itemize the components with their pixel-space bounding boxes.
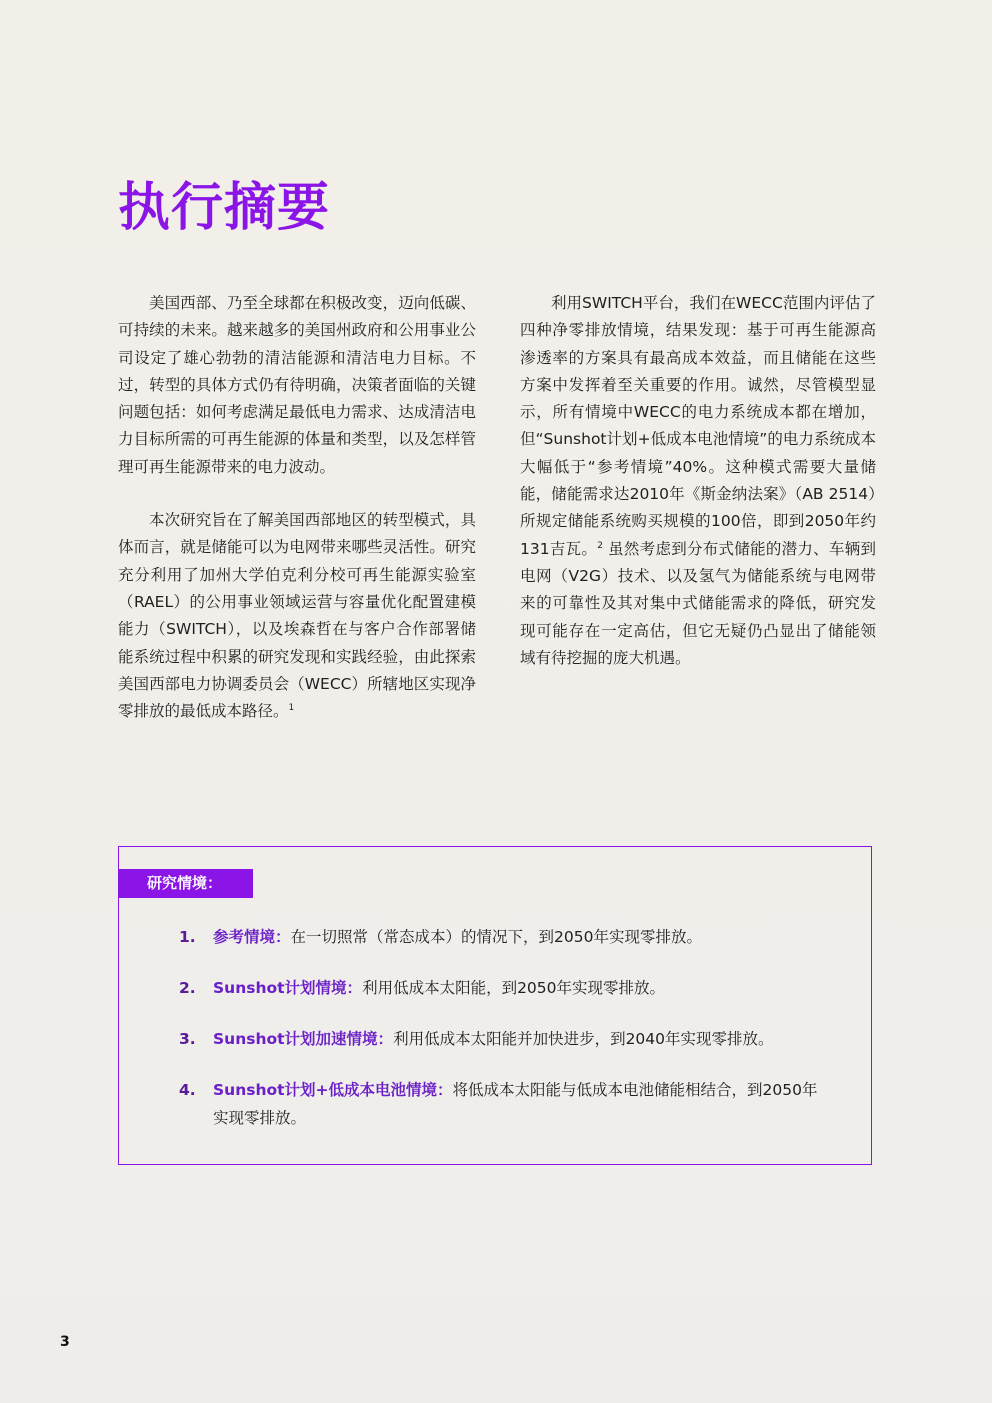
- scenario-item: [179, 1025, 819, 1053]
- left-paragraph-2: [118, 507, 476, 725]
- scenario-text: 利用低成本太阳能并加快进步，到2040年实现零排放。: [393, 1030, 774, 1048]
- left-column: [118, 290, 476, 751]
- scenario-name: Sunshot计划加速情境：: [213, 1030, 394, 1048]
- scenario-name: Sunshot计划情境：: [213, 979, 363, 997]
- scenario-item: [179, 923, 819, 951]
- scenario-item: [179, 1076, 819, 1132]
- scenario-item: [179, 974, 819, 1002]
- scenario-number: 1.: [179, 928, 196, 946]
- scenario-box: [118, 846, 872, 1165]
- scenario-name: Sunshot计划+低成本电池情境：: [213, 1081, 453, 1099]
- right-paragraph-1-text-a: 利用SWITCH平台，我们在WECC范围内评估了四种净零排放情境，结果发现：基于可再生能源高渗透率的方案具有最高成本效益，而且储能在这些方案中发挥着至关重要的作用。诚然，尽管模型显示，所有情境中WECC的电力系统成本都在增加，但“Sunshot计划+低成本电池情境”的电力系统成本大幅低于“参考情境”40%。这种模式需要大量储能，储能需求达2010年《斯金纳法案》（AB 2514）所规定储能系统购买规模的100倍，即到2050年约131吉瓦。: [520, 294, 876, 558]
- scenario-number: 4.: [179, 1081, 196, 1099]
- left-paragraph-2-text: 本次研究旨在了解美国西部地区的转型模式，具体而言，就是储能可以为电网带来哪些灵活性。研究充分利用了加州大学伯克利分校可再生能源实验室（RAEL）的公用事业领域运营与容量优化配置建模能力（SWITCH），以及埃森哲在与客户合作部署储能系统过程中积累的研究发现和实践经验，由此探索美国西部电力协调委员会（WECC）所辖地区实现净零排放的最低成本路径。: [118, 511, 476, 721]
- scenario-list: [179, 923, 819, 1155]
- page-number: 3: [60, 1334, 70, 1350]
- scenario-text: 在一切照常（常态成本）的情况下，到2050年实现零排放。: [290, 928, 702, 946]
- page-title: 执行摘要: [118, 178, 331, 238]
- footnote-ref-2[interactable]: 2: [597, 540, 603, 551]
- scenario-name: 参考情境：: [213, 928, 291, 946]
- scenario-number: 2.: [179, 979, 196, 997]
- scenario-label: 研究情境：: [119, 869, 253, 898]
- right-paragraph-1-text-b: 虽然考虑到分布式储能的潜力、车辆到电网（V2G）技术、以及氢气为储能系统与电网带来的可靠性及其对集中式储能需求的降低，研究发现可能存在一定高估，但它无疑仍凸显出了储能领域有待挖掘的庞大机遇。: [520, 539, 876, 667]
- scenario-text: 将低成本太阳能与低成本电池储能相结合，到2050年实现零排放。: [213, 1081, 818, 1127]
- scenario-number: 3.: [179, 1030, 196, 1048]
- right-paragraph-1: [520, 290, 876, 672]
- left-paragraph-1: 美国西部、乃至全球都在积极改变，迈向低碳、可持续的未来。越来越多的美国州政府和公用事业公司设定了雄心勃勃的清洁能源和清洁电力目标。不过，转型的具体方式仍有待明确，决策者面临的关键问题包括：如何考虑满足最低电力需求、达成清洁电力目标所需的可再生能源的体量和类型，以及怎样管理可再生能源带来的电力波动。: [118, 294, 476, 476]
- scenario-text: 利用低成本太阳能，到2050年实现零排放。: [362, 979, 666, 997]
- footnote-ref-1[interactable]: 1: [288, 703, 295, 713]
- right-column: [520, 290, 876, 698]
